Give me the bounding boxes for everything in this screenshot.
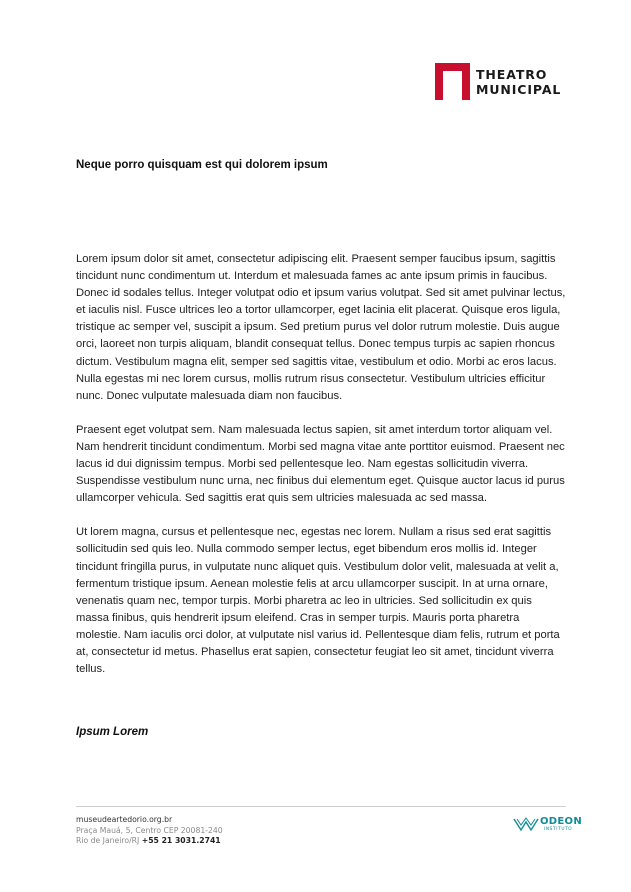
odeon-wave-icon — [513, 816, 539, 833]
document-body — [76, 251, 566, 695]
footer-city-phone — [76, 836, 223, 847]
footer-phone: +55 21 3031.2741 — [141, 836, 221, 845]
theatre-arch-icon — [435, 63, 470, 100]
odeon-wordmark — [540, 817, 582, 832]
body-paragraph-1: Lorem ipsum dolor sit amet, consectetur adipiscing elit. Praesent semper faucibus ipsum, sagittis tincidunt nunc condimentum ut. Interdum et malesuada fames ac ante ipsum primis in faucibus. Donec id sodales tellus. Integer volutpat odio et ipsum varius volutpat. Sed sit amet pulvinar lectus, et iaculis nisl. Fusce ultrices leo a tortor ullamcorper, eget lacinia elit placerat. Quisque eros ligula, tristique ac semper vel, suscipit a ipsum. Sed pretium purus vel dolor rutrum molestie. Duis augue orci, laoreet non turpis aliquam, blandit consequat tellus. Donec tempus turpis ac sapien rhoncus dictum. Vestibulum magna elit, semper sed sagittis vitae, vestibulum et odio. Morbi ac eros lacus. Nulla egestas mi nec lorem cursus, mollis rutrum risus consectetur. Vestibulum ultricies efficitur nunc. Donec vulputate malesuada diam non faucibus. — [76, 253, 566, 402]
logo-wordmark — [476, 67, 561, 97]
document-title: Neque porro quisquam est qui dolorem ipsum — [76, 159, 328, 171]
signature: Ipsum Lorem — [76, 726, 149, 738]
odeon-logo — [513, 816, 582, 833]
body-paragraph-3: Ut lorem magna, cursus et pellentesque nec, egestas nec lorem. Nullam a risus sed erat sagittis sollicitudin sed quis leo. Nulla commodo semper lectus, eget bibendum eros mollis id. Integer tincidunt fringilla purus, in vulputate nunc aliquet quis. Vestibulum dolor velit, malesuada at velit a, fermentum tristique ipsum. Aenean molestie felis at arcu ullamcorper suscipit. In at urna ornare, venenatis quam nec, tempor turpis. Morbi pharetra ac leo in ultricies. Sed sollicitudin ex quis massa finibus, quis hendrerit ipsum eleifend. Cras in semper turpis. Mauris porta pharetra molestie. Nam iaculis orci dolor, at vulputate nisl varius id. Pellentesque diam felis, rutrum et porta at, consectetur id metus. Phasellus erat sapien, consectetur feugiat leo sit amet, tincidunt viverra tellus. — [76, 526, 560, 676]
footer-divider — [76, 806, 566, 807]
footer-contact — [76, 815, 223, 847]
footer-website[interactable]: museudeartedorio.org.br — [76, 815, 173, 824]
logo-line-1: THEATRO — [476, 66, 548, 82]
odeon-subtitle: INSTITUTO — [544, 827, 573, 832]
body-paragraph-2: Praesent eget volutpat sem. Nam malesuada lectus sapien, sit amet interdum tortor aliquam vel. Nam hendrerit tincidunt condimentum. Morbi sed magna vitae ante porttitor euismod. Praesent nec lacus id dui dignissim tempus. Morbi sed pellentesque leo. Nam egestas sollicitudin viverra. Suspendisse vestibulum nunc urna, nec finibus dui elementum eget. Quisque auctor lacus id purus ullamcorper vehicula. Sed sagittis erat quis sem ultricies malesuada ac sed massa. — [76, 423, 565, 505]
logo-line-2: MUNICIPAL — [476, 81, 562, 97]
odeon-name: ODEON — [540, 816, 583, 827]
footer-address: Praça Mauá, 5, Centro CEP 20081-240 — [76, 825, 223, 835]
theatro-municipal-logo — [435, 63, 561, 100]
footer-city: Rio de Janeiro/RJ — [76, 836, 140, 845]
